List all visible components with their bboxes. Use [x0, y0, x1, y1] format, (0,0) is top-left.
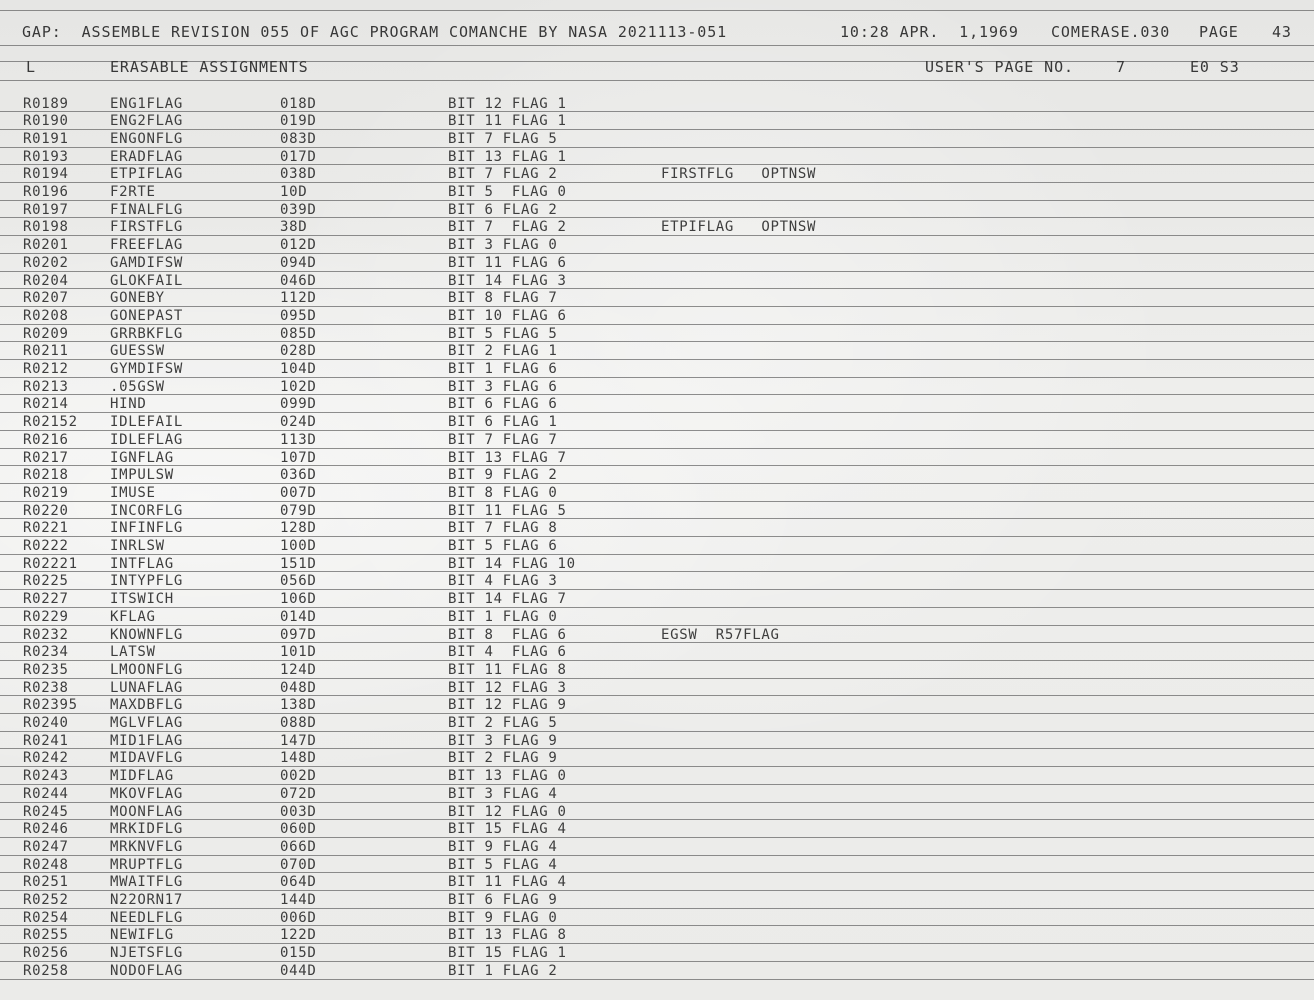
- row-ref: R0229: [23, 608, 69, 625]
- table-row: [0, 820, 1314, 838]
- row-ref: R0227: [23, 591, 69, 608]
- row-ref: R0218: [23, 467, 69, 484]
- row-bit-flag: BIT 2 FLAG 1: [448, 343, 558, 360]
- table-row: [0, 873, 1314, 891]
- row-bit-flag: BIT 8 FLAG 6: [448, 626, 567, 643]
- table-row: [0, 183, 1314, 201]
- table-row: [0, 289, 1314, 307]
- row-name: F2RTE: [110, 184, 156, 200]
- row-address: 072D: [280, 785, 317, 802]
- row-bit-flag: BIT 7 FLAG 7: [448, 431, 558, 448]
- row-ref: R0232: [23, 626, 69, 643]
- row-address: 019D: [280, 113, 317, 130]
- table-row: [0, 732, 1314, 750]
- row-bit-flag: BIT 13 FLAG 7: [448, 449, 567, 466]
- row-bit-flag: BIT 5 FLAG 4: [448, 856, 558, 873]
- row-note: ETPIFLAG OPTNSW: [661, 219, 817, 236]
- row-name: IDLEFAIL: [110, 414, 184, 431]
- row-ref: R0252: [23, 892, 69, 908]
- row-address: 007D: [280, 484, 317, 501]
- row-bit-flag: BIT 4 FLAG 3: [448, 573, 558, 590]
- row-bit-flag: BIT 13 FLAG 8: [448, 927, 567, 944]
- table-row: [0, 148, 1314, 166]
- row-ref: R0235: [23, 661, 69, 678]
- row-bit-flag: BIT 8 FLAG 7: [448, 290, 558, 307]
- row-name: HIND: [110, 396, 147, 413]
- row-address: 094D: [280, 254, 317, 271]
- row-address: 012D: [280, 237, 317, 254]
- row-bit-flag: BIT 12 FLAG 9: [448, 697, 567, 714]
- row-ref: R0256: [23, 945, 69, 962]
- row-note: FIRSTFLG OPTNSW: [661, 166, 817, 183]
- row-bit-flag: BIT 9 FLAG 2: [448, 467, 558, 484]
- row-name: MGLVFLAG: [110, 715, 184, 731]
- row-ref: R0219: [23, 484, 69, 501]
- row-name: GUESSW: [110, 343, 165, 360]
- row-address: 113D: [280, 431, 317, 448]
- row-name: NEEDLFLG: [110, 909, 184, 926]
- row-ref: R0248: [23, 856, 69, 873]
- table-row: [0, 944, 1314, 962]
- table-row: [0, 608, 1314, 626]
- row-name: LATSW: [110, 644, 156, 661]
- table-row: [0, 325, 1314, 343]
- row-bit-flag: BIT 1 FLAG 0: [448, 608, 558, 625]
- row-bit-flag: BIT 11 FLAG 6: [448, 254, 567, 271]
- page-label: PAGE: [1199, 23, 1239, 41]
- row-address: 10D: [280, 184, 308, 200]
- row-name: GAMDIFSW: [110, 254, 184, 271]
- row-bit-flag: BIT 9 FLAG 4: [448, 838, 558, 855]
- row-name: GLOKFAIL: [110, 272, 184, 289]
- row-name: MAXDBFLG: [110, 697, 184, 714]
- row-ref: R0194: [23, 166, 69, 183]
- row-ref: R0225: [23, 573, 69, 590]
- listing-time: 10:28 APR. 1,1969: [840, 23, 1019, 41]
- row-name: INFINFLG: [110, 520, 184, 537]
- row-address: 038D: [280, 166, 317, 183]
- table-row: [0, 785, 1314, 803]
- row-name: GONEBY: [110, 290, 165, 307]
- row-bit-flag: BIT 8 FLAG 0: [448, 484, 558, 501]
- row-address: 048D: [280, 679, 317, 696]
- row-address: 097D: [280, 626, 317, 643]
- table-row: [0, 502, 1314, 520]
- row-ref: R0238: [23, 679, 69, 696]
- table-row: [0, 590, 1314, 608]
- row-name: ENG1FLAG: [110, 95, 184, 112]
- row-address: 056D: [280, 573, 317, 590]
- row-name: MRKIDFLG: [110, 821, 184, 838]
- row-bit-flag: BIT 13 FLAG 0: [448, 768, 567, 785]
- table-row: [0, 555, 1314, 573]
- row-name: NODOFLAG: [110, 962, 184, 979]
- row-address: 101D: [280, 644, 317, 661]
- row-address: 002D: [280, 768, 317, 785]
- table-row: [0, 856, 1314, 874]
- row-bit-flag: BIT 3 FLAG 0: [448, 237, 558, 254]
- row-ref: R0197: [23, 201, 69, 218]
- row-bit-flag: BIT 15 FLAG 1: [448, 945, 567, 962]
- row-ref: R0243: [23, 768, 69, 785]
- row-address: 006D: [280, 909, 317, 926]
- row-address: 100D: [280, 538, 317, 554]
- row-bit-flag: BIT 14 FLAG 7: [448, 591, 567, 608]
- row-name: GRRBKFLG: [110, 325, 184, 342]
- table-row: [0, 891, 1314, 909]
- table-row: [0, 165, 1314, 183]
- row-name: FINALFLG: [110, 201, 184, 218]
- row-bit-flag: BIT 5 FLAG 6: [448, 538, 558, 554]
- row-name: KFLAG: [110, 608, 156, 625]
- row-address: 144D: [280, 892, 317, 908]
- row-name: GONEPAST: [110, 307, 184, 324]
- users-page-label: USER'S PAGE NO.: [925, 58, 1074, 76]
- listing-file: COMERASE.030: [1051, 23, 1171, 41]
- row-bit-flag: BIT 7 FLAG 8: [448, 520, 558, 537]
- table-row: [0, 466, 1314, 484]
- row-name: MWAITFLG: [110, 874, 184, 891]
- row-address: 070D: [280, 856, 317, 873]
- row-address: 138D: [280, 697, 317, 714]
- row-name: MRUPTFLG: [110, 856, 184, 873]
- row-name: N22ORN17: [110, 892, 184, 908]
- table-row: [0, 218, 1314, 236]
- row-ref: R02152: [23, 414, 78, 431]
- row-address: 017D: [280, 148, 317, 165]
- row-address: 066D: [280, 838, 317, 855]
- row-ref: R0193: [23, 148, 69, 165]
- row-name: MKOVFLAG: [110, 785, 184, 802]
- row-name: MOONFLAG: [110, 803, 184, 820]
- table-row: [0, 272, 1314, 290]
- row-name: INTFLAG: [110, 555, 174, 572]
- row-name: ENG2FLAG: [110, 113, 184, 130]
- row-bit-flag: BIT 7 FLAG 5: [448, 130, 558, 147]
- table-row: [0, 254, 1314, 272]
- row-name: IMUSE: [110, 484, 156, 501]
- row-bit-flag: BIT 6 FLAG 6: [448, 396, 558, 413]
- table-row: [0, 130, 1314, 148]
- row-bit-flag: BIT 5 FLAG 0: [448, 184, 567, 200]
- row-name: ERADFLAG: [110, 148, 184, 165]
- row-bit-flag: BIT 5 FLAG 5: [448, 325, 558, 342]
- table-row: [0, 112, 1314, 130]
- row-address: 104D: [280, 361, 317, 377]
- table-row: [0, 236, 1314, 254]
- row-bit-flag: BIT 6 FLAG 9: [448, 892, 558, 908]
- row-ref: R0247: [23, 838, 69, 855]
- row-address: 085D: [280, 325, 317, 342]
- row-name: FREEFLAG: [110, 237, 184, 254]
- table-row: [0, 838, 1314, 856]
- row-ref: R0241: [23, 732, 69, 749]
- row-ref: R0216: [23, 431, 69, 448]
- row-address: 124D: [280, 661, 317, 678]
- row-bit-flag: BIT 11 FLAG 4: [448, 874, 567, 891]
- page-number: 43: [1272, 23, 1292, 41]
- row-name: FIRSTFLG: [110, 219, 184, 236]
- row-address: 003D: [280, 803, 317, 820]
- table-row: [0, 431, 1314, 449]
- row-ref: R0220: [23, 502, 69, 519]
- row-ref: R0244: [23, 785, 69, 802]
- row-address: 039D: [280, 201, 317, 218]
- row-name: MIDAVFLG: [110, 750, 184, 767]
- table-row: [0, 696, 1314, 714]
- table-row: [0, 572, 1314, 590]
- row-address: 099D: [280, 396, 317, 413]
- row-name: ITSWICH: [110, 591, 174, 608]
- table-row: [0, 926, 1314, 944]
- table-row: [0, 413, 1314, 431]
- table-row: [0, 484, 1314, 502]
- table-row: [0, 626, 1314, 644]
- row-address: 083D: [280, 130, 317, 147]
- row-bit-flag: BIT 11 FLAG 1: [448, 113, 567, 130]
- row-bit-flag: BIT 12 FLAG 1: [448, 95, 567, 112]
- section-code: E0 S3: [1190, 58, 1240, 76]
- row-bit-flag: BIT 12 FLAG 3: [448, 679, 567, 696]
- row-ref: R0258: [23, 962, 69, 979]
- row-name: KNOWNFLG: [110, 626, 184, 643]
- row-name: GYMDIFSW: [110, 361, 184, 377]
- row-address: 122D: [280, 927, 317, 944]
- row-address: 044D: [280, 962, 317, 979]
- row-address: 015D: [280, 945, 317, 962]
- row-address: 024D: [280, 414, 317, 431]
- row-ref: R0221: [23, 520, 69, 537]
- table-row: [0, 449, 1314, 467]
- row-address: 147D: [280, 732, 317, 749]
- row-ref: R0211: [23, 343, 69, 360]
- row-bit-flag: BIT 2 FLAG 5: [448, 715, 558, 731]
- table-row: [0, 395, 1314, 413]
- table-row: [0, 95, 1314, 113]
- row-ref: R0234: [23, 644, 69, 661]
- listing-title: GAP: ASSEMBLE REVISION 055 OF AGC PROGRAM COMANCHE BY NASA 2021113-051: [22, 23, 728, 41]
- row-name: LUNAFLAG: [110, 679, 184, 696]
- row-ref: R0189: [23, 95, 69, 112]
- row-ref: R0251: [23, 874, 69, 891]
- row-bit-flag: BIT 3 FLAG 6: [448, 378, 558, 395]
- row-ref: R0214: [23, 396, 69, 413]
- row-ref: R0240: [23, 715, 69, 731]
- row-ref: R0196: [23, 184, 69, 200]
- row-name: ETPIFLAG: [110, 166, 184, 183]
- row-bit-flag: BIT 11 FLAG 5: [448, 502, 567, 519]
- row-bit-flag: BIT 14 FLAG 3: [448, 272, 567, 289]
- table-row: [0, 643, 1314, 661]
- row-name: IMPULSW: [110, 467, 174, 484]
- rule-line: [0, 45, 1314, 46]
- row-ref: R0212: [23, 361, 69, 377]
- row-bit-flag: BIT 7 FLAG 2: [448, 166, 558, 183]
- row-bit-flag: BIT 6 FLAG 1: [448, 414, 558, 431]
- section-title: ERASABLE ASSIGNMENTS: [110, 58, 309, 76]
- row-ref: R0207: [23, 290, 69, 307]
- table-row: [0, 803, 1314, 821]
- row-name: IGNFLAG: [110, 449, 174, 466]
- row-ref: R0191: [23, 130, 69, 147]
- row-address: 106D: [280, 591, 317, 608]
- table-row: [0, 749, 1314, 767]
- row-bit-flag: BIT 1 FLAG 6: [448, 361, 558, 377]
- row-bit-flag: BIT 10 FLAG 6: [448, 307, 567, 324]
- row-address: 128D: [280, 520, 317, 537]
- row-address: 107D: [280, 449, 317, 466]
- row-address: 088D: [280, 715, 317, 731]
- row-address: 018D: [280, 95, 317, 112]
- table-row: [0, 519, 1314, 537]
- row-name: LMOONFLG: [110, 661, 184, 678]
- table-row: [0, 537, 1314, 555]
- row-ref: R0217: [23, 449, 69, 466]
- row-ref: R0245: [23, 803, 69, 820]
- table-row: [0, 201, 1314, 219]
- row-address: 38D: [280, 219, 308, 236]
- table-row: [0, 909, 1314, 927]
- row-bit-flag: BIT 6 FLAG 2: [448, 201, 558, 218]
- row-address: 095D: [280, 307, 317, 324]
- row-ref: R0201: [23, 237, 69, 254]
- row-bit-flag: BIT 2 FLAG 9: [448, 750, 558, 767]
- row-name: NEWIFLG: [110, 927, 174, 944]
- row-address: 102D: [280, 378, 317, 395]
- rule-line: [0, 10, 1314, 11]
- row-bit-flag: BIT 3 FLAG 4: [448, 785, 558, 802]
- row-address: 079D: [280, 502, 317, 519]
- row-address: 064D: [280, 874, 317, 891]
- row-ref: R0222: [23, 538, 69, 554]
- row-ref: R0209: [23, 325, 69, 342]
- users-page-number: 7: [1116, 58, 1126, 76]
- table-row: [0, 767, 1314, 785]
- row-name: MRKNVFLG: [110, 838, 184, 855]
- table-row: [0, 307, 1314, 325]
- row-address: 014D: [280, 608, 317, 625]
- table-row: [0, 360, 1314, 378]
- table-row: [0, 661, 1314, 679]
- row-name: INTYPFLG: [110, 573, 184, 590]
- row-ref: R02395: [23, 697, 78, 714]
- row-bit-flag: BIT 1 FLAG 2: [448, 962, 558, 979]
- row-address: 046D: [280, 272, 317, 289]
- row-name: INRLSW: [110, 538, 165, 554]
- row-ref: R0213: [23, 378, 69, 395]
- row-ref: R0246: [23, 821, 69, 838]
- row-address: 060D: [280, 821, 317, 838]
- row-ref: R0254: [23, 909, 69, 926]
- row-address: 112D: [280, 290, 317, 307]
- row-ref: R0208: [23, 307, 69, 324]
- row-name: IDLEFLAG: [110, 431, 184, 448]
- row-name: ENGONFLG: [110, 130, 184, 147]
- row-name: NJETSFLG: [110, 945, 184, 962]
- row-note: EGSW R57FLAG: [661, 626, 780, 643]
- row-bit-flag: BIT 12 FLAG 0: [448, 803, 567, 820]
- row-ref: R0190: [23, 113, 69, 130]
- row-bit-flag: BIT 15 FLAG 4: [448, 821, 567, 838]
- row-ref: R0198: [23, 219, 69, 236]
- row-ref: R0242: [23, 750, 69, 767]
- row-address: 151D: [280, 555, 317, 572]
- rule-line: [0, 80, 1314, 81]
- row-bit-flag: BIT 9 FLAG 0: [448, 909, 558, 926]
- table-row: [0, 962, 1314, 980]
- row-bit-flag: BIT 11 FLAG 8: [448, 661, 567, 678]
- row-address: 036D: [280, 467, 317, 484]
- row-bit-flag: BIT 13 FLAG 1: [448, 148, 567, 165]
- row-bit-flag: BIT 4 FLAG 6: [448, 644, 567, 661]
- row-bit-flag: BIT 14 FLAG 10: [448, 555, 576, 572]
- row-name: MIDFLAG: [110, 768, 174, 785]
- row-ref: R0202: [23, 254, 69, 271]
- table-row: [0, 342, 1314, 360]
- row-name: MID1FLAG: [110, 732, 184, 749]
- row-ref: R02221: [23, 555, 78, 572]
- row-ref: R0255: [23, 927, 69, 944]
- section-marker: L: [26, 58, 36, 76]
- table-row: [0, 378, 1314, 396]
- row-ref: R0204: [23, 272, 69, 289]
- table-row: [0, 714, 1314, 732]
- row-bit-flag: BIT 3 FLAG 9: [448, 732, 558, 749]
- row-name: INCORFLG: [110, 502, 184, 519]
- row-name: .05GSW: [110, 378, 165, 395]
- table-row: [0, 679, 1314, 697]
- row-address: 028D: [280, 343, 317, 360]
- row-address: 148D: [280, 750, 317, 767]
- row-bit-flag: BIT 7 FLAG 2: [448, 219, 567, 236]
